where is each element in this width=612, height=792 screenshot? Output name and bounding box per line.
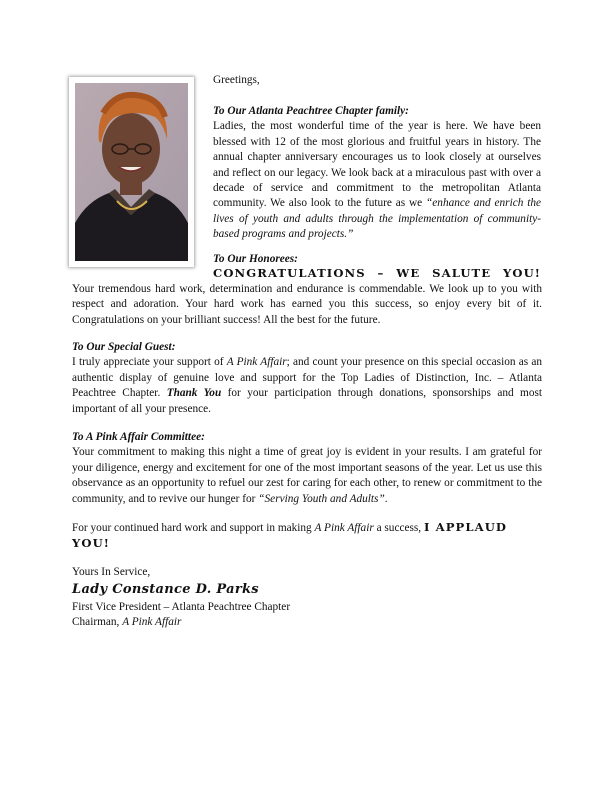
- committee-section: [72, 430, 542, 507]
- guest-text: I truly appreciate your support of A Pink Affair; and count your presence on this special occasion as an authentic display of genuine love and support for the Top Ladies of Distinction, Inc. – Atlanta Peachtree Chapter. Thank You for your participation through donations, sponsorships and most important of all your presence.: [72, 356, 543, 415]
- honorees-text: Your tremendous hard work, determination and endurance is commendable. We look up to you with respect and adoration. Your hard work has earned you this success, so enjoy every bit of it. Congratulations on your brilliant success! All the best for the future.: [72, 283, 542, 326]
- committee-heading: To A Pink Affair Committee:: [72, 431, 205, 443]
- greeting: Greetings,: [213, 74, 260, 86]
- applaud-text: I APPLAUD YOU!: [72, 520, 508, 551]
- guest-heading: To Our Special Guest:: [72, 341, 176, 353]
- mission-quote: “enhance and enrich the lives of youth and adults through the implementation of community-based programs and projects.”: [213, 197, 542, 241]
- portrait-photo: [69, 77, 194, 267]
- honorees-banner: CONGRATULATIONS – WE SALUTE YOU!: [213, 266, 541, 280]
- guest-section: [72, 340, 542, 417]
- signer-title: First Vice President – Atlanta Peachtree Chapter: [72, 600, 291, 613]
- closing-paragraph: For your continued hard work and support in making A Pink Affair a success, I APPLAUD YOU!: [72, 520, 508, 551]
- family-heading: To Our Atlanta Peachtree Chapter family:: [213, 105, 409, 117]
- honorees-heading: To Our Honorees:: [213, 253, 298, 265]
- family-text: Ladies, the most wonderful time of the year is here. We have been blessed with 12 of the most glorious and fruitful years in history. The annual chapter anniversary encourages us to look closely at ourselves and reflect on our legacy. We look back at a miraculous past with over a decade of service and commitment to the metropolitan Atlanta community. We also look to the future as we “enhance and enrich the lives of youth and adults through the implementation of community-based programs and projects.”: [213, 120, 542, 241]
- family-section: [213, 104, 541, 243]
- signoff: [72, 565, 542, 631]
- salutation: Yours In Service,: [72, 566, 151, 578]
- portrait-image: [75, 83, 188, 261]
- signer-chair: Chairman, A Pink Affair: [72, 616, 182, 629]
- committee-text: Your commitment to making this night a time of great joy is evident in your results. I am grateful for your diligence, energy and excitement for one of the most important seasons of the year. Let us use this observance as an opportunity to refuel our zest for caring for each other, to renew or commitment to the community, and to revive our hunger for “Serving Youth and Adults”.: [72, 446, 542, 505]
- signature: Lady Constance D. Parks: [72, 582, 259, 598]
